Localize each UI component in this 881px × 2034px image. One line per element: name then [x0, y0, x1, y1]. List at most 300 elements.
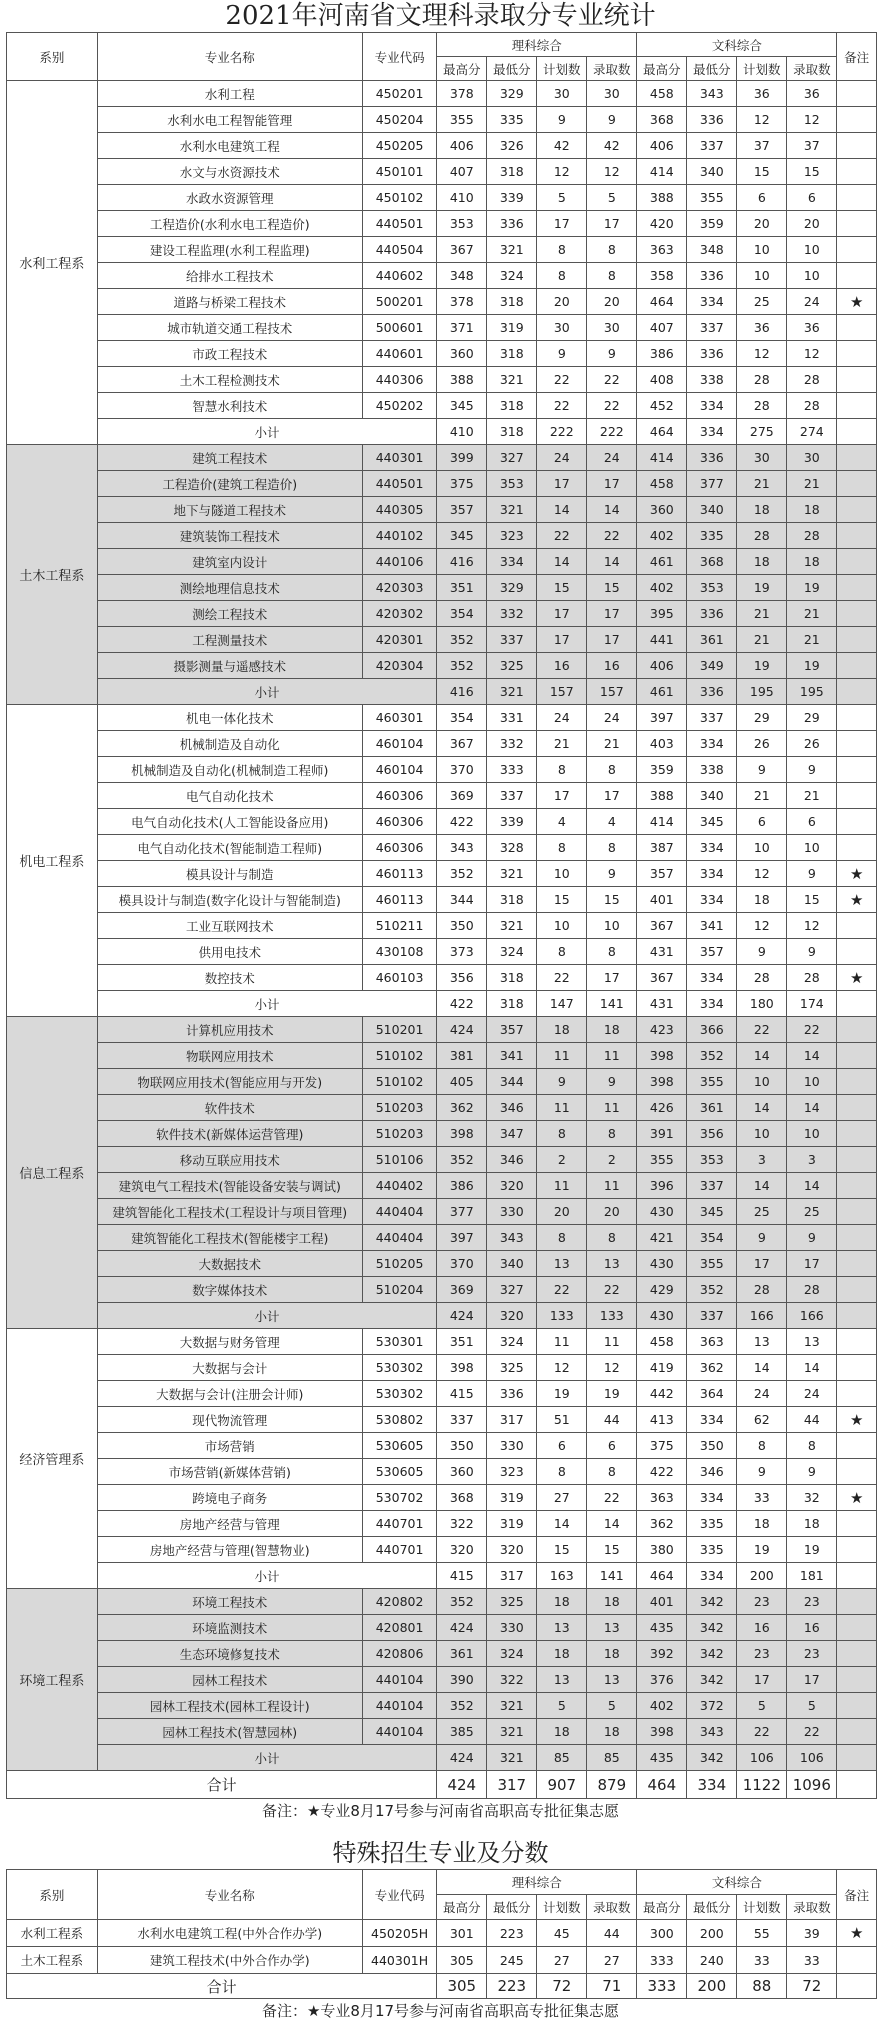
sci-admit-cell: 14 [587, 497, 637, 523]
sci-max-cell: 424 [437, 1615, 487, 1641]
major-cell: 工程造价(水利水电工程造价) [97, 211, 362, 237]
code-cell: 460113 [362, 887, 436, 913]
table-row [7, 1719, 877, 1745]
sci-min-cell: 318 [487, 341, 537, 367]
major-cell: 市场营销 [97, 1433, 362, 1459]
arts-max-cell: 406 [637, 133, 687, 159]
code-cell: 440504 [362, 237, 436, 263]
arts-max-cell: 380 [637, 1537, 687, 1563]
header-dept: 系别 [7, 33, 98, 81]
table-row [7, 653, 877, 679]
table-row [7, 159, 877, 185]
sci-min-cell: 339 [487, 185, 537, 211]
special-total-cell: 200 [687, 1974, 737, 1999]
major-cell: 园林工程技术(智慧园林) [97, 1719, 362, 1745]
arts-min-cell: 356 [687, 1121, 737, 1147]
code-cell: 420302 [362, 601, 436, 627]
sci-max-cell: 397 [437, 1225, 487, 1251]
subtotal-cell: 147 [537, 991, 587, 1017]
table-row [7, 185, 877, 211]
arts-min-cell: 200 [687, 1920, 737, 1947]
sci-plan-cell: 22 [537, 1277, 587, 1303]
sci-min-cell: 331 [487, 705, 537, 731]
arts-min-cell: 335 [687, 1537, 737, 1563]
special-header-admit: 录取数 [587, 1895, 637, 1920]
sci-max-cell: 356 [437, 965, 487, 991]
sci-min-cell: 324 [487, 263, 537, 289]
special-header-plan: 计划数 [737, 1895, 787, 1920]
major-cell: 现代物流管理 [97, 1407, 362, 1433]
arts-max-cell: 441 [637, 627, 687, 653]
sci-max-cell: 343 [437, 835, 487, 861]
sci-admit-cell: 21 [587, 731, 637, 757]
table-row [7, 1511, 877, 1537]
sci-max-cell: 373 [437, 939, 487, 965]
sci-plan-cell: 10 [537, 913, 587, 939]
sci-min-cell: 326 [487, 133, 537, 159]
remark-cell [837, 393, 877, 419]
subtotal-remark [837, 1745, 877, 1771]
arts-min-cell: 343 [687, 1719, 737, 1745]
arts-max-cell: 431 [637, 939, 687, 965]
sci-max-cell: 377 [437, 1199, 487, 1225]
sci-admit-cell: 22 [587, 393, 637, 419]
subtotal-cell: 195 [787, 679, 837, 705]
sci-min-cell: 357 [487, 1017, 537, 1043]
arts-max-cell: 430 [637, 1199, 687, 1225]
major-cell: 市政工程技术 [97, 341, 362, 367]
subtotal-cell: 320 [487, 1303, 537, 1329]
arts-max-cell: 464 [637, 289, 687, 315]
code-cell: 440404 [362, 1199, 436, 1225]
sci-admit-cell: 8 [587, 263, 637, 289]
table-row [7, 809, 877, 835]
sci-admit-cell: 18 [587, 1719, 637, 1745]
remark-cell [837, 445, 877, 471]
arts-admit-cell: 29 [787, 705, 837, 731]
sci-admit-cell: 8 [587, 757, 637, 783]
special-header-min: 最低分 [687, 1895, 737, 1920]
special-total-cell: 72 [537, 1974, 587, 1999]
special-total-label: 合计 [7, 1974, 437, 1999]
sci-min-cell: 317 [487, 1407, 537, 1433]
major-cell: 数控技术 [97, 965, 362, 991]
sci-admit-cell: 18 [587, 1017, 637, 1043]
sci-min-cell: 353 [487, 471, 537, 497]
dept-cell: 土木工程系 [7, 445, 98, 705]
sci-min-cell: 321 [487, 861, 537, 887]
arts-plan-cell: 18 [737, 497, 787, 523]
sci-min-cell: 318 [487, 393, 537, 419]
arts-min-cell: 345 [687, 1199, 737, 1225]
arts-plan-cell: 28 [737, 523, 787, 549]
arts-admit-cell: 39 [787, 1920, 837, 1947]
sci-admit-cell: 8 [587, 835, 637, 861]
code-cell: 460103 [362, 965, 436, 991]
arts-admit-cell: 18 [787, 549, 837, 575]
sci-min-cell: 321 [487, 913, 537, 939]
arts-admit-cell: 10 [787, 1069, 837, 1095]
major-cell: 环境监测技术 [97, 1615, 362, 1641]
arts-admit-cell: 33 [787, 1947, 837, 1974]
arts-max-cell: 452 [637, 393, 687, 419]
arts-max-cell: 402 [637, 523, 687, 549]
sci-admit-cell: 8 [587, 237, 637, 263]
arts-max-cell: 423 [637, 1017, 687, 1043]
remark-cell [837, 1069, 877, 1095]
header-science-plan: 计划数 [537, 57, 587, 81]
arts-plan-cell: 12 [737, 341, 787, 367]
arts-max-cell: 363 [637, 237, 687, 263]
sci-max-cell: 357 [437, 497, 487, 523]
subtotal-label: 小计 [97, 419, 437, 445]
code-cell: 420304 [362, 653, 436, 679]
special-footnote: 备注：★专业8月17号参与河南省高职高专批征集志愿 [261, 2002, 620, 2020]
arts-max-cell: 392 [637, 1641, 687, 1667]
sci-admit-cell: 17 [587, 601, 637, 627]
remark-cell: ★ [837, 1920, 877, 1947]
major-cell: 园林工程技术(园林工程设计) [97, 1693, 362, 1719]
sci-admit-cell: 11 [587, 1329, 637, 1355]
arts-admit-cell: 24 [787, 289, 837, 315]
arts-plan-cell: 18 [737, 1511, 787, 1537]
major-cell: 水利水电工程智能管理 [97, 107, 362, 133]
remark-cell: ★ [837, 887, 877, 913]
arts-plan-cell: 14 [737, 1095, 787, 1121]
code-cell: 510102 [362, 1069, 436, 1095]
arts-min-cell: 341 [687, 913, 737, 939]
table-row [7, 1407, 877, 1433]
arts-plan-cell: 29 [737, 705, 787, 731]
dept-cell: 信息工程系 [7, 1017, 98, 1329]
subtotal-cell: 85 [587, 1745, 637, 1771]
subtotal-row [7, 679, 877, 705]
table-row [7, 575, 877, 601]
arts-admit-cell: 23 [787, 1641, 837, 1667]
remark-cell: ★ [837, 861, 877, 887]
sci-admit-cell: 9 [587, 107, 637, 133]
header-arts-plan: 计划数 [737, 57, 787, 81]
sci-min-cell: 321 [487, 1693, 537, 1719]
sci-min-cell: 327 [487, 445, 537, 471]
arts-plan-cell: 3 [737, 1147, 787, 1173]
major-cell: 水政水资源管理 [97, 185, 362, 211]
special-total-cell: 71 [587, 1974, 637, 1999]
table-row [7, 315, 877, 341]
arts-max-cell: 426 [637, 1095, 687, 1121]
sci-min-cell: 330 [487, 1433, 537, 1459]
remark-cell [837, 1199, 877, 1225]
arts-min-cell: 350 [687, 1433, 737, 1459]
code-cell: 530702 [362, 1485, 436, 1511]
code-cell: 460306 [362, 809, 436, 835]
sci-plan-cell: 15 [537, 887, 587, 913]
sci-plan-cell: 15 [537, 575, 587, 601]
total-cell: 424 [437, 1771, 487, 1799]
arts-plan-cell: 24 [737, 1381, 787, 1407]
major-cell: 园林工程技术 [97, 1667, 362, 1693]
arts-plan-cell: 5 [737, 1693, 787, 1719]
table-row [7, 783, 877, 809]
major-cell: 水利水电建筑工程 [97, 133, 362, 159]
remark-cell [837, 653, 877, 679]
arts-admit-cell: 22 [787, 1017, 837, 1043]
sci-min-cell: 332 [487, 601, 537, 627]
arts-admit-cell: 17 [787, 1667, 837, 1693]
sci-max-cell: 388 [437, 367, 487, 393]
subtotal-cell: 430 [637, 1303, 687, 1329]
code-cell: 440701 [362, 1537, 436, 1563]
sci-admit-cell: 18 [587, 1589, 637, 1615]
sci-admit-cell: 14 [587, 1511, 637, 1537]
sci-min-cell: 321 [487, 367, 537, 393]
sci-plan-cell: 8 [537, 237, 587, 263]
table-row [7, 913, 877, 939]
table-row [7, 1693, 877, 1719]
code-cell: 530802 [362, 1407, 436, 1433]
arts-max-cell: 376 [637, 1667, 687, 1693]
code-cell: 500601 [362, 315, 436, 341]
major-cell: 建设工程监理(水利工程监理) [97, 237, 362, 263]
remark-cell: ★ [837, 1485, 877, 1511]
arts-max-cell: 414 [637, 445, 687, 471]
sci-max-cell: 351 [437, 575, 487, 601]
arts-admit-cell: 28 [787, 523, 837, 549]
arts-plan-cell: 17 [737, 1251, 787, 1277]
sci-admit-cell: 12 [587, 159, 637, 185]
sci-min-cell: 325 [487, 1589, 537, 1615]
arts-plan-cell: 36 [737, 315, 787, 341]
arts-plan-cell: 36 [737, 81, 787, 107]
major-cell: 模具设计与制造(数字化设计与智能制造) [97, 887, 362, 913]
arts-admit-cell: 6 [787, 809, 837, 835]
remark-cell [837, 1225, 877, 1251]
sci-plan-cell: 18 [537, 1017, 587, 1043]
major-cell: 摄影测量与遥感技术 [97, 653, 362, 679]
arts-plan-cell: 19 [737, 575, 787, 601]
table-row [7, 1589, 877, 1615]
sci-min-cell: 327 [487, 1277, 537, 1303]
sci-plan-cell: 18 [537, 1719, 587, 1745]
table-row [7, 549, 877, 575]
arts-plan-cell: 33 [737, 1947, 787, 1974]
remark-cell [837, 263, 877, 289]
major-cell: 建筑电气工程技术(智能设备安装与调试) [97, 1173, 362, 1199]
arts-admit-cell: 19 [787, 575, 837, 601]
sci-max-cell: 361 [437, 1641, 487, 1667]
arts-admit-cell: 10 [787, 1121, 837, 1147]
arts-admit-cell: 22 [787, 1719, 837, 1745]
remark-cell [837, 731, 877, 757]
dept-cell: 水利工程系 [7, 81, 98, 445]
arts-plan-cell: 23 [737, 1589, 787, 1615]
code-cell: 460306 [362, 835, 436, 861]
major-cell: 建筑装饰工程技术 [97, 523, 362, 549]
arts-min-cell: 335 [687, 523, 737, 549]
subtotal-remark [837, 679, 877, 705]
total-cell: 464 [637, 1771, 687, 1799]
subtotal-label: 小计 [97, 1563, 437, 1589]
arts-max-cell: 388 [637, 783, 687, 809]
arts-max-cell: 419 [637, 1355, 687, 1381]
remark-cell [837, 1537, 877, 1563]
remark-cell [837, 575, 877, 601]
table-row [7, 1641, 877, 1667]
arts-admit-cell: 14 [787, 1095, 837, 1121]
code-cell: 460104 [362, 731, 436, 757]
code-cell: 440301 [362, 445, 436, 471]
sci-min-cell: 321 [487, 1719, 537, 1745]
table-row [7, 289, 877, 315]
sci-plan-cell: 12 [537, 1355, 587, 1381]
sci-admit-cell: 10 [587, 913, 637, 939]
subtotal-cell: 342 [687, 1745, 737, 1771]
arts-min-cell: 342 [687, 1667, 737, 1693]
sci-plan-cell: 27 [537, 1485, 587, 1511]
sci-max-cell: 355 [437, 107, 487, 133]
table-row [7, 367, 877, 393]
sci-admit-cell: 17 [587, 471, 637, 497]
sci-plan-cell: 9 [537, 107, 587, 133]
sci-min-cell: 318 [487, 289, 537, 315]
major-cell: 大数据与会计(注册会计师) [97, 1381, 362, 1407]
sci-admit-cell: 22 [587, 367, 637, 393]
remark-cell [837, 627, 877, 653]
subtotal-cell: 174 [787, 991, 837, 1017]
subtotal-label: 小计 [97, 1303, 437, 1329]
code-cell: 440404 [362, 1225, 436, 1251]
subtotal-cell: 422 [437, 991, 487, 1017]
sci-min-cell: 319 [487, 315, 537, 341]
major-cell: 测绘工程技术 [97, 601, 362, 627]
subtotal-label: 小计 [97, 679, 437, 705]
subtotal-cell: 435 [637, 1745, 687, 1771]
sci-max-cell: 360 [437, 341, 487, 367]
sci-plan-cell: 30 [537, 81, 587, 107]
table-row [7, 1095, 877, 1121]
arts-min-cell: 353 [687, 1147, 737, 1173]
sci-max-cell: 390 [437, 1667, 487, 1693]
arts-min-cell: 336 [687, 107, 737, 133]
sci-max-cell: 352 [437, 861, 487, 887]
arts-max-cell: 403 [637, 731, 687, 757]
arts-plan-cell: 25 [737, 1199, 787, 1225]
arts-plan-cell: 25 [737, 289, 787, 315]
table-row [7, 1537, 877, 1563]
arts-admit-cell: 13 [787, 1329, 837, 1355]
table-row [7, 965, 877, 991]
code-cell: 420802 [362, 1589, 436, 1615]
special-header-max: 最高分 [637, 1895, 687, 1920]
arts-max-cell: 461 [637, 549, 687, 575]
table-row [7, 1459, 877, 1485]
arts-max-cell: 362 [637, 1511, 687, 1537]
remark-cell [837, 1667, 877, 1693]
arts-min-cell: 342 [687, 1615, 737, 1641]
arts-plan-cell: 10 [737, 1069, 787, 1095]
remark-cell [837, 1355, 877, 1381]
arts-plan-cell: 21 [737, 601, 787, 627]
subtotal-cell: 321 [487, 679, 537, 705]
remark-cell [837, 1511, 877, 1537]
table-row [7, 1251, 877, 1277]
subtotal-cell: 166 [737, 1303, 787, 1329]
arts-admit-cell: 24 [787, 1381, 837, 1407]
arts-max-cell: 333 [637, 1947, 687, 1974]
arts-max-cell: 355 [637, 1147, 687, 1173]
arts-max-cell: 360 [637, 497, 687, 523]
sci-min-cell: 335 [487, 107, 537, 133]
code-cell: 450101 [362, 159, 436, 185]
table-row [7, 1225, 877, 1251]
table-row [7, 731, 877, 757]
special-table [6, 1869, 877, 1999]
special-total-cell: 88 [737, 1974, 787, 1999]
sci-admit-cell: 30 [587, 315, 637, 341]
major-cell: 物联网应用技术(智能应用与开发) [97, 1069, 362, 1095]
arts-max-cell: 458 [637, 1329, 687, 1355]
arts-max-cell: 398 [637, 1043, 687, 1069]
arts-admit-cell: 10 [787, 237, 837, 263]
arts-admit-cell: 28 [787, 367, 837, 393]
major-cell: 水文与水资源技术 [97, 159, 362, 185]
special-header-min: 最低分 [487, 1895, 537, 1920]
sci-min-cell: 318 [487, 159, 537, 185]
arts-min-cell: 352 [687, 1043, 737, 1069]
sci-min-cell: 324 [487, 1641, 537, 1667]
arts-admit-cell: 18 [787, 1511, 837, 1537]
arts-admit-cell: 12 [787, 341, 837, 367]
major-cell: 房地产经营与管理 [97, 1511, 362, 1537]
sci-max-cell: 352 [437, 627, 487, 653]
arts-max-cell: 388 [637, 185, 687, 211]
arts-admit-cell: 19 [787, 653, 837, 679]
table-row [7, 81, 877, 107]
sci-plan-cell: 22 [537, 965, 587, 991]
arts-plan-cell: 28 [737, 1277, 787, 1303]
subtotal-cell: 415 [437, 1563, 487, 1589]
sci-max-cell: 416 [437, 549, 487, 575]
remark-cell: ★ [837, 965, 877, 991]
total-cell: 1122 [737, 1771, 787, 1799]
sci-plan-cell: 9 [537, 1069, 587, 1095]
special-total-row [7, 1974, 877, 1999]
sci-admit-cell: 15 [587, 887, 637, 913]
subtotal-label: 小计 [97, 991, 437, 1017]
arts-admit-cell: 14 [787, 1173, 837, 1199]
special-header-code: 专业代码 [362, 1870, 436, 1920]
sci-plan-cell: 17 [537, 471, 587, 497]
arts-admit-cell: 15 [787, 159, 837, 185]
arts-plan-cell: 14 [737, 1043, 787, 1069]
special-header-admit: 录取数 [787, 1895, 837, 1920]
arts-min-cell: 361 [687, 627, 737, 653]
subtotal-cell: 424 [437, 1745, 487, 1771]
code-cell: 430108 [362, 939, 436, 965]
table-row [7, 1615, 877, 1641]
remark-cell [837, 1719, 877, 1745]
sci-plan-cell: 8 [537, 1225, 587, 1251]
arts-admit-cell: 12 [787, 107, 837, 133]
subtotal-cell: 85 [537, 1745, 587, 1771]
sci-admit-cell: 13 [587, 1667, 637, 1693]
table-row [7, 627, 877, 653]
sci-admit-cell: 44 [587, 1407, 637, 1433]
arts-min-cell: 355 [687, 185, 737, 211]
code-cell: 420801 [362, 1615, 436, 1641]
table-row [7, 1147, 877, 1173]
arts-max-cell: 429 [637, 1277, 687, 1303]
